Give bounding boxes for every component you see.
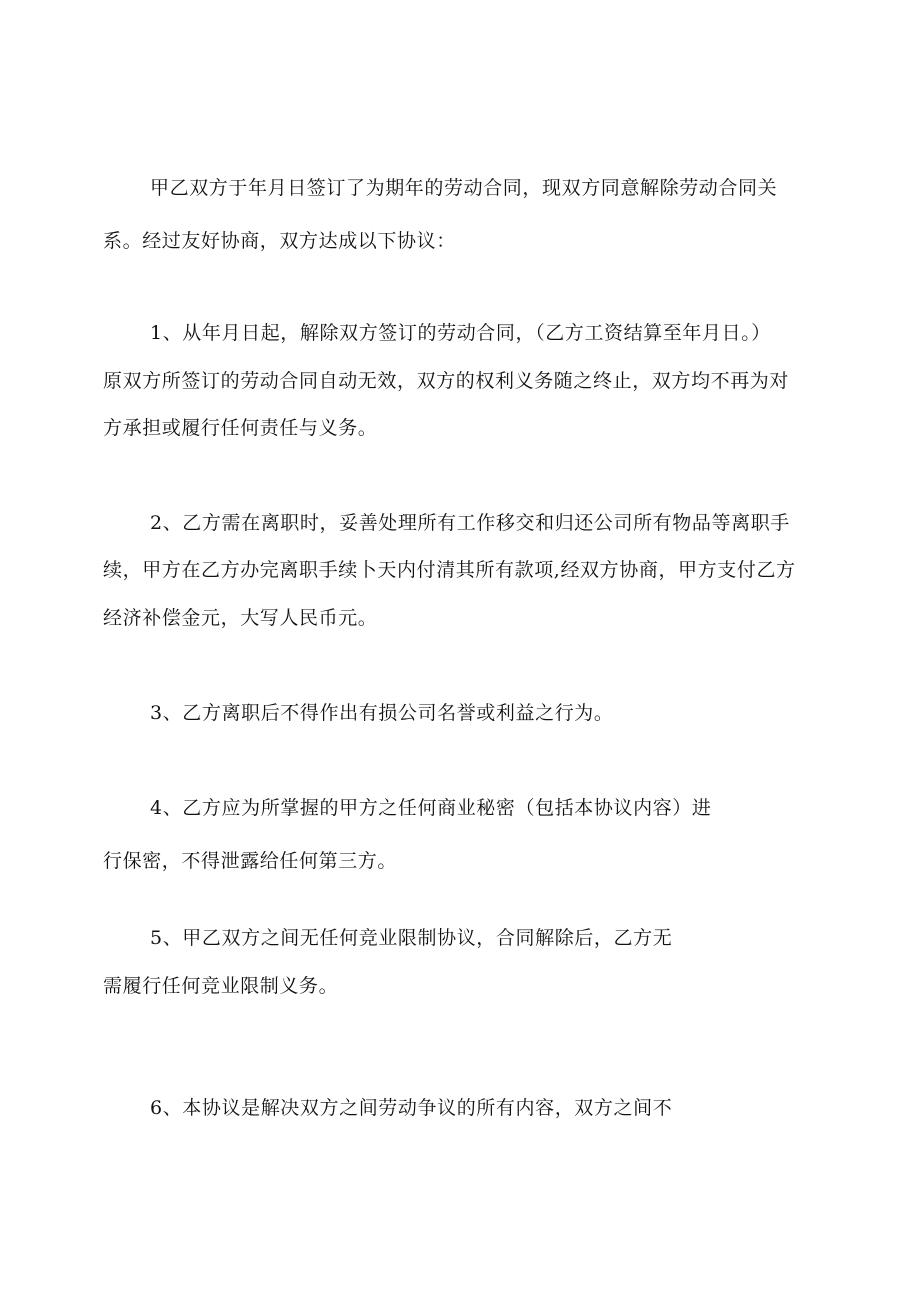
clause-5-line-1: 5、甲乙双方之间无任何竞业限制协议，合同解除后，乙方无 [150,927,673,949]
clause-2-line-3: 经济补偿金元，大写人民币元。 [103,607,378,629]
clause-4-line-1: 4、乙方应为所掌握的甲方之任何商业秘密（包括本协议内容）进 [150,797,712,819]
intro-line-1: 甲乙双方于年月日签订了为期年的劳动合同，现双方同意解除劳动合同关 [150,177,778,199]
clause-6-line-1: 6、本协议是解决双方之间劳动争议的所有内容，双方之间不 [150,1097,673,1119]
clause-5-line-2: 需履行任何竞业限制义务。 [103,975,339,997]
clause-2-line-2: 续，甲方在乙方办完离职手续卜天内付清其所有款项,经双方协商，甲方支付乙方 [103,559,796,581]
intro-line-2: 系。经过友好协商，双方达成以下协议： [103,230,456,252]
clause-4-line-2: 行保密，不得泄露给任何第三方。 [103,850,398,872]
clause-2-line-1: 2、乙方需在离职时，妥善处理所有工作移交和归还公司所有物品等离职手 [150,512,790,534]
clause-1-line-3: 方承担或履行任何责任与义务。 [103,417,378,439]
clause-1-line-1: 1、从年月日起，解除双方签订的劳动合同，（乙方工资结算至年月日。） [150,322,771,344]
clause-1-line-2: 原双方所签订的劳动合同自动无效，双方的权利义务随之终止，双方均不再为对 [103,370,790,392]
clause-3-line-1: 3、乙方离职后不得作出有损公司名誉或利益之行为。 [150,702,614,724]
